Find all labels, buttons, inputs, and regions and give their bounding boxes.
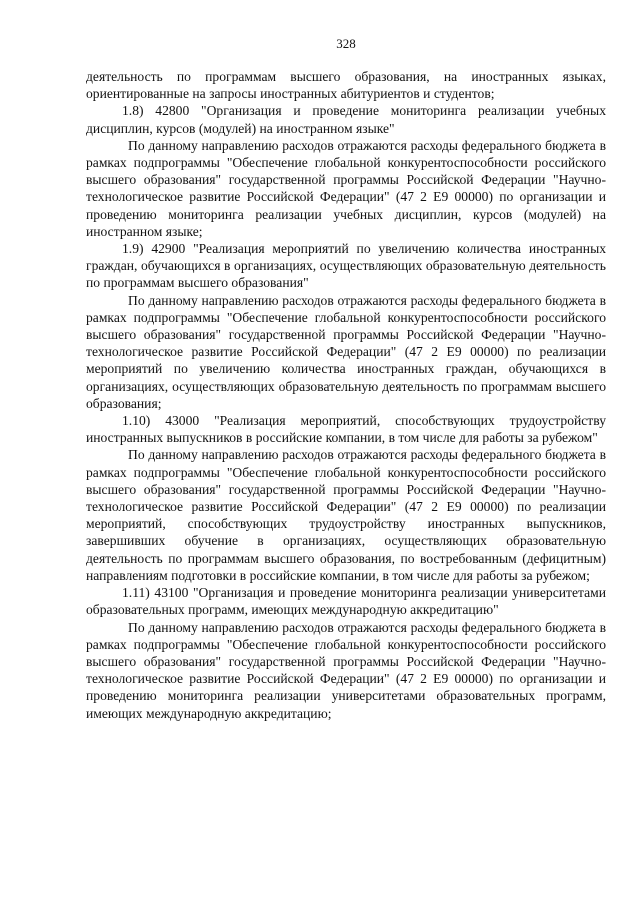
paragraph-1-10-body: По данному направлению расходов отражаются расходы федерального бюджета в рамках подпрограммы "Обеспечение глобальной конкурентоспособности российского высшего образования" государственной программы Российской Федерации "Научно-технологическое развитие Российской Федерации" (47 2 Е9 00000) по реализации мероприятий, способствующих трудоустройству иностранных выпускников, завершивших обучение в организациях, осуществляющих образовательную деятельность по программам высшего образования, по востребованным (дефицитным) направлениям подготовки в российские компании, в том числе для работы за рубежом;: [86, 447, 606, 583]
item-heading-1-9: 1.9) 42900 "Реализация мероприятий по увеличению количества иностранных граждан, обучающихся в организациях, осуществляющих образовательную деятельность по программам высшего образования": [86, 241, 606, 291]
paragraph-1-11-body: По данному направлению расходов отражаются расходы федерального бюджета в рамках подпрограммы "Обеспечение глобальной конкурентоспособности российского высшего образования" государственной программы Российской Федерации "Научно-технологическое развитие Российской Федерации" (47 2 Е9 00000) по организации и проведению мониторинга реализации университетами образовательных программ, имеющих международную аккредитацию;: [86, 619, 606, 721]
paragraph-1-8-body: По данному направлению расходов отражаются расходы федерального бюджета в рамках подпрограммы "Обеспечение глобальной конкурентоспособности российского высшего образования" государственной программы Российской Федерации "Научно-технологическое развитие Российской Федерации" (47 2 Е9 00000) по организации и проведению мониторинга реализации учебных дисциплин, курсов (модулей) на иностранном языке;: [86, 137, 606, 239]
page-number: 328: [336, 36, 356, 51]
item-heading-1-11: 1.11) 43100 "Организация и проведение мониторинга реализации университетами образовательных программ, имеющих международную аккредитацию": [86, 585, 606, 618]
paragraph-continuation: деятельность по программам высшего образования, на иностранных языках, ориентированные на запросы иностранных абитуриентов и студентов;: [86, 69, 606, 102]
item-heading-1-8: 1.8) 42800 "Организация и проведение мониторинга реализации учебных дисциплин, курсов (модулей) на иностранном языке": [86, 103, 606, 136]
paragraph-1-9-body: По данному направлению расходов отражаются расходы федерального бюджета в рамках подпрограммы "Обеспечение глобальной конкурентоспособности российского высшего образования" государственной программы Российской Федерации "Научно-технологическое развитие Российской Федерации" (47 2 Е9 00000) по реализации мероприятий по увеличению количества иностранных граждан, обучающихся в организациях, осуществляющих образовательную деятельность по программам высшего образования;: [86, 292, 606, 411]
item-heading-1-10: 1.10) 43000 "Реализация мероприятий, способствующих трудоустройству иностранных выпускников в российские компании, в том числе для работы за рубежом": [86, 413, 606, 446]
